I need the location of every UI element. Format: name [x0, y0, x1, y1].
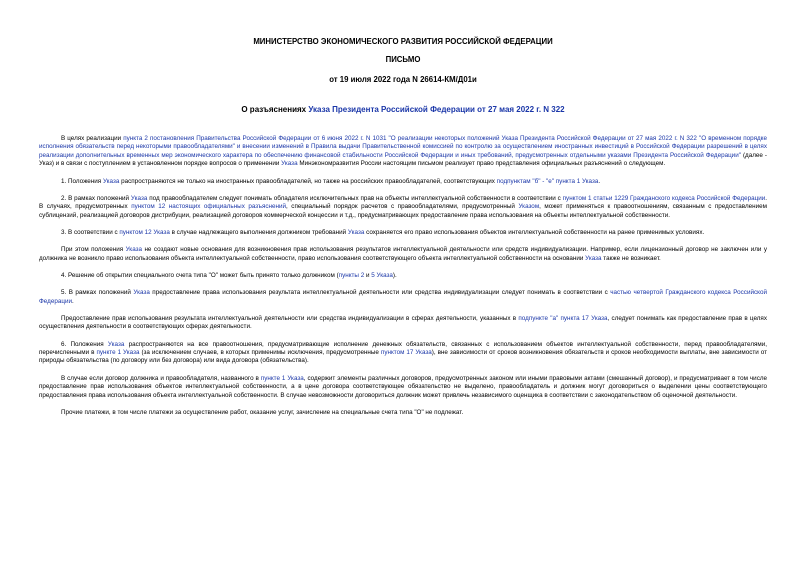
document-link[interactable]: подпунктам "б" - "е" пункта 1 Указа — [496, 177, 599, 185]
paragraph-text: 2. В рамках положений — [61, 194, 131, 202]
document-date-number: от 19 июля 2022 года N 26614-КМ/Д01и — [329, 75, 477, 84]
document-link[interactable]: пунктом 12 Указа — [119, 228, 170, 236]
paragraph-text: под правообладателем следует понимать обладателя исключительных прав на объекты интеллектуальной собственности в соответствии с — [147, 194, 563, 202]
paragraph — [39, 135, 767, 169]
paragraph-text: Минэкономразвития России настоящим письмом реализует право представления официальных разъяснений о следующем. — [297, 160, 666, 168]
document-link[interactable]: Указа — [130, 194, 148, 202]
paragraph-text: 1. Положения — [61, 177, 103, 185]
paragraph-text: Прочие платежи, в том числе платежи за осуществление работ, оказание услуг, зачисление на специальные счета типа "О" не подлежат. — [61, 408, 464, 416]
paragraph-text: В случае если договор должника и правообладателя, названного в — [61, 374, 261, 382]
paragraph-text: В целях реализации — [61, 135, 124, 142]
paragraph-text: При этом положения — [61, 246, 126, 254]
document-link[interactable]: Указа — [125, 246, 143, 254]
paragraph-text: также не возникает. — [601, 254, 661, 262]
document-subject — [39, 85, 767, 115]
document-link[interactable]: пункта 2 постановления Правительства Российской Федерации от 6 июня 2022 г. N 1031 "О реализации некоторых положений Указа Президента Российской Федерации от 27 мая 2022 г. N 322 "О временном порядке исполнения обязательств перед некоторыми правообладателями" и внесении изменений в Правила выдачи Правительственной комиссией по контролю за осуществлением иностранных инвестиций в Российской Федерации разрешений в целях реализации дополнительных временных мер экономического характера по обеспечению финансовой стабильности Российской Федерации и иных требований, предусмотренных отдельными указами Президента Российской Федерации" — [39, 135, 767, 159]
paragraph-text: . — [598, 177, 601, 185]
document-link[interactable]: подпункте "а" пункта 17 Указа — [518, 314, 608, 322]
paragraph-text: и — [364, 271, 372, 279]
document-link[interactable]: Указом — [518, 203, 540, 211]
paragraph-text: (далее - Указ) и в связи с поступлением в установленном порядке вопросов о применении — [39, 151, 767, 168]
document-link[interactable]: пунктом 12 настоящих официальных разъяснений — [131, 203, 287, 211]
paragraph-text: , содержит элементы различных договоров, предусмотренных законом или иными правовыми актами (смешанный договор), и предусматривает в том числе предоставление прав использования объектов интеллектуальной собственности, а в цене договора соответствующее обязательство не выделено, правообладатель и должник могут договориться о выделении цены соответствующего предоставления права использования объекта интеллектуальной собственности. В случае невозможности договориться должник может привлечь независимого оценщика в соответствии с законодательством об оценочной деятельности. — [39, 374, 768, 399]
paragraph-text: 5. В рамках положений — [61, 289, 134, 297]
document-link[interactable]: Указа — [133, 289, 150, 297]
paragraph — [39, 289, 767, 306]
paragraph-text: распространяются не только на иностранных правообладателей, но также на российских правообладателей, соответствующих — [119, 177, 497, 185]
document-link[interactable]: пунктом 17 Указа — [380, 349, 432, 357]
paragraph-text: 6. Положения — [61, 340, 108, 348]
paragraph-text: . В случаях, предусмотренных — [39, 194, 767, 211]
document-link[interactable]: Указа — [107, 340, 125, 348]
paragraph-text: (за исключением случаев, в которых применимы исключения, предусмотренные — [139, 349, 381, 357]
document-type: ПИСЬМО — [385, 55, 421, 64]
paragraph-text: предоставление права использования результата интеллектуальной деятельности или средства индивидуализации следует понимать в соответствии с — [149, 289, 611, 297]
paragraph-text: в случае надлежащего выполнения должником требований — [169, 228, 348, 236]
document-link[interactable]: Указа — [585, 254, 602, 262]
document-link[interactable]: пункте 1 Указа — [96, 349, 140, 357]
paragraph — [39, 341, 767, 366]
paragraph-text: сохраняется его право использования объектов интеллектуальной собственности на ранее применимых условиях. — [364, 228, 705, 236]
paragraph-text: , может применяться к правоотношениям, связанным с предоставлением сублицензий, реализацией договоров дистрибуции, реализацией договоров коммерческой концессии и т.д., предусматривающих предоставление права использования на объекты интеллектуальной собственности. — [39, 203, 768, 219]
paragraph — [39, 272, 767, 280]
document-link[interactable]: 5 Указа — [371, 271, 393, 279]
paragraph — [39, 229, 767, 237]
paragraph-text: 4. Решение об открытии специального счета типа "О" может быть принято только должником ( — [61, 271, 339, 279]
document-link[interactable]: Указа — [347, 228, 365, 236]
paragraph-text: ). — [392, 271, 397, 279]
document-link[interactable]: Указа — [281, 160, 298, 168]
subject-prefix: О разъяснениях — [241, 105, 309, 114]
paragraph — [39, 178, 767, 186]
paragraph-text: Предоставление прав использования результата интеллектуальной деятельности или средства индивидуализации в сферах деятельности, указанных в — [61, 314, 519, 322]
paragraph-text: , следует понимать как предоставление прав в целях осуществления деятельности в соответствующих сферах деятельности. — [39, 314, 767, 331]
paragraph — [39, 409, 767, 417]
paragraph — [39, 375, 767, 400]
ministry-title: МИНИСТЕРСТВО ЭКОНОМИЧЕСКОГО РАЗВИТИЯ РОССИЙСКОЙ ФЕДЕРАЦИИ — [253, 37, 553, 46]
paragraph-text: распространяются на все правоотношения, предусматривающие исполнение денежных обязательств, связанных с использованием объектов интеллектуальной собственности, перед правообладателями, перечисленными в — [39, 340, 767, 357]
paragraph — [39, 315, 767, 332]
paragraph-text: ), вне зависимости от сроков возникновения обязательств и сроков необходимости выплаты, вне зависимости от природы обязательства (по договору или без договора) или вида договора (обязательства). — [39, 349, 767, 365]
paragraph-text: 3. В соответствии с — [61, 228, 120, 236]
document-link[interactable]: пункте 1 Указа — [260, 374, 304, 382]
paragraph-text: не создают новые основания для возникновения прав использования результатов интеллектуальной деятельности или средств индивидуализации. Например, если лицензионный договор не заключен или у должника не возникло право использования объекта интеллектуальной собственности, право использования соответствующего объекта интеллектуальной собственности на основании — [39, 246, 767, 262]
document-link[interactable]: пункты 2 — [338, 271, 365, 279]
paragraph-text: . — [71, 297, 74, 305]
paragraph — [39, 246, 767, 263]
paragraph — [39, 195, 767, 220]
document-link[interactable]: Указа — [102, 177, 120, 185]
subject-link[interactable]: Указа Президента Российской Федерации от 27 мая 2022 г. N 322 — [308, 105, 565, 114]
document-link[interactable]: частью четвертой Гражданского кодекса Российской Федерации — [39, 289, 767, 305]
document-link[interactable]: пунктом 1 статьи 1229 Гражданского кодекса Российской Федерации — [562, 194, 766, 202]
paragraph-text: , специальный порядок расчетов с правообладателями, предусмотренный — [286, 203, 519, 211]
document-body — [39, 115, 767, 417]
